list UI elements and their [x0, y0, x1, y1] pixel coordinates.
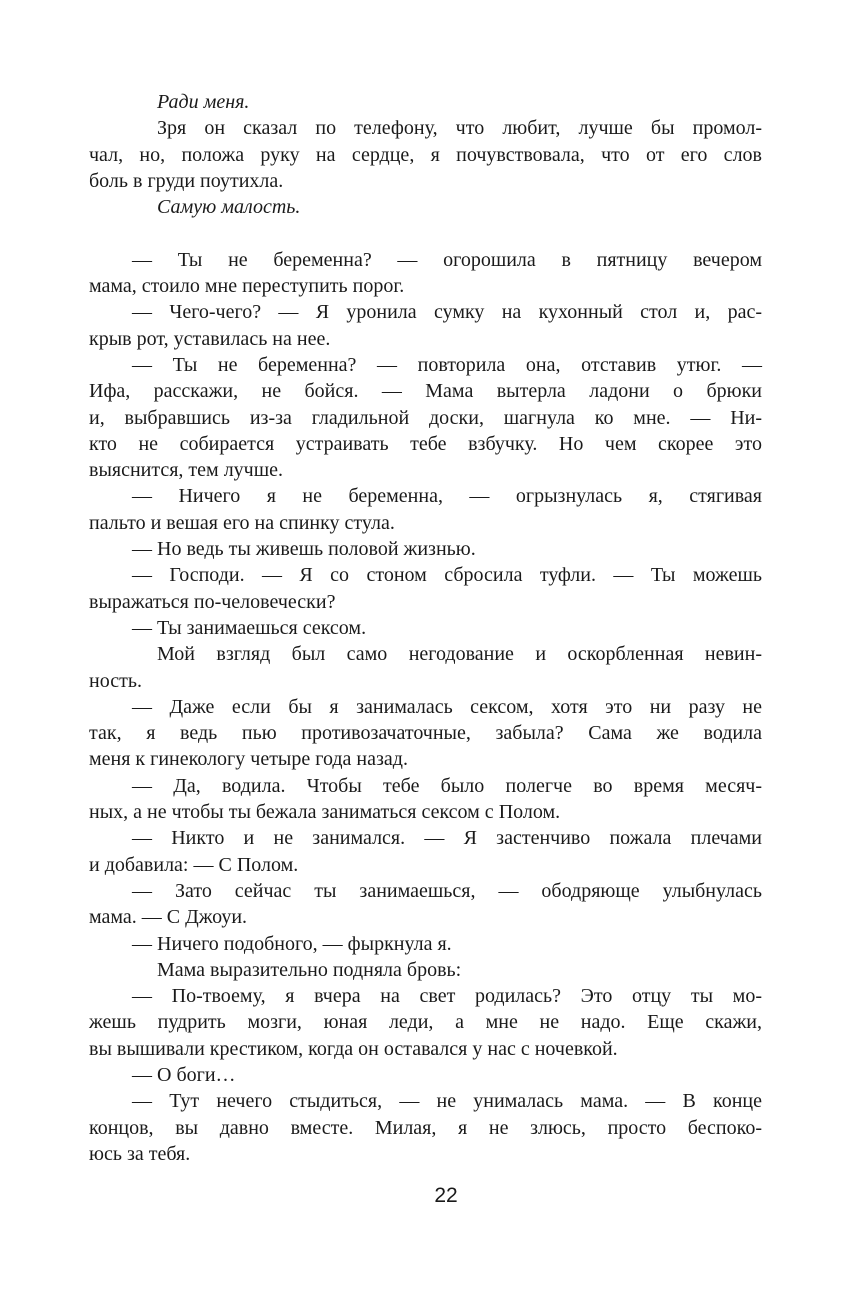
text-line: Мама выразительно подняла бровь: [157, 958, 462, 981]
text-line: — О боги… [132, 1063, 236, 1086]
paragraph [89, 483, 762, 536]
text-line: крыв рот, уставилась на нее. [89, 327, 331, 350]
text-line: кто не собирается устраивать тебе взбучку. Но чем скорее это [89, 432, 762, 455]
text-line: — По-твоему, я вчера на свет родилась? Это отцу ты мо- [132, 985, 762, 1008]
text-line: и добавила: — С Полом. [89, 853, 299, 876]
text-line: юсь за тебя. [89, 1142, 191, 1165]
text-line: выяснится, тем лучше. [89, 459, 284, 482]
text-line: ных, а не чтобы ты бежала заниматься сексом с Полом. [89, 801, 561, 824]
text-line: — Зато сейчас ты занимаешься, — ободряюще улыбнулась [132, 879, 762, 902]
text-line: — Даже если бы я занималась сексом, хотя это ни разу не [132, 695, 762, 718]
text-line: выражаться по-человечески? [89, 590, 336, 613]
text-line: — Тут нечего стыдиться, — не унималась мама. — В конце [132, 1090, 762, 1113]
text-line: и, выбравшись из-за гладильной доски, шагнула ко мне. — Ни- [89, 406, 762, 429]
text-line: — Никто и не занимался. — Я застенчиво пожала плечами [132, 827, 762, 850]
paragraph [89, 694, 762, 773]
page-number: 22 [434, 1184, 458, 1207]
paragraph [89, 641, 762, 694]
paragraph [89, 299, 762, 352]
text-line: пальто и вешая его на спинку стула. [89, 511, 395, 534]
text-line: мама. — С Джоуи. [89, 906, 248, 929]
paragraph [89, 931, 762, 957]
text-line: — Ничего подобного, — фыркнула я. [132, 932, 452, 955]
section-break [89, 220, 762, 246]
text-line: — Господи. — Я со стоном сбросила туфли. — Ты можешь [132, 564, 762, 587]
page-text [89, 89, 762, 1167]
text-line: боль в груди поутихла. [89, 169, 284, 192]
text-line: Мой взгляд был само негодование и оскорбленная невин- [157, 643, 762, 666]
text-line: Ради меня. [157, 91, 250, 113]
text-line: — Ты занимаешься сексом. [132, 616, 367, 639]
paragraph [89, 773, 762, 826]
text-line: вы вышивали крестиком, когда он оставался у нас с ночевкой. [89, 1037, 618, 1060]
text-line: мама, стоило мне переступить порог. [89, 275, 405, 298]
paragraph [89, 115, 762, 194]
paragraph [89, 562, 762, 615]
paragraph [89, 983, 762, 1062]
paragraph [89, 89, 762, 115]
paragraph [89, 352, 762, 483]
text-line: меня к гинекологу четыре года назад. [89, 748, 408, 771]
text-line: — Ничего я не беременна, — огрызнулась я, стягивая [132, 485, 762, 508]
text-line: Ифа, расскажи, не бойся. — Мама вытерла ладони о брюки [89, 380, 762, 403]
paragraph [89, 1062, 762, 1088]
text-line: концов, вы давно вместе. Милая, я не злюсь, просто беспоко- [89, 1116, 762, 1139]
text-line: — Ты не беременна? — повторила она, отставив утюг. — [132, 353, 762, 376]
text-line: — Да, водила. Чтобы тебе было полегче во время месяч- [132, 774, 762, 797]
paragraph [89, 615, 762, 641]
paragraph [89, 957, 762, 983]
paragraph [89, 878, 762, 931]
text-line: так, я ведь пью противозачаточные, забыла? Сама же водила [89, 722, 762, 745]
text-line: жешь пудрить мозги, юная леди, а мне не надо. Еще скажи, [89, 1011, 762, 1034]
paragraph [89, 194, 762, 220]
paragraph [89, 1088, 762, 1167]
paragraph [89, 536, 762, 562]
text-line: чал, но, положа руку на сердце, я почувствовала, что от его слов [89, 143, 762, 166]
text-line: Зря он сказал по телефону, что любит, лучше бы промол- [157, 117, 762, 140]
text-line: — Но ведь ты живешь половой жизнью. [132, 538, 476, 561]
text-line: — Ты не беременна? — огорошила в пятницу вечером [132, 248, 762, 271]
paragraph [89, 825, 762, 878]
text-line: ность. [89, 669, 142, 692]
text-line: Самую малость. [157, 196, 301, 219]
paragraph [89, 247, 762, 300]
text-line: — Чего-чего? — Я уронила сумку на кухонный стол и, рас- [132, 301, 762, 324]
